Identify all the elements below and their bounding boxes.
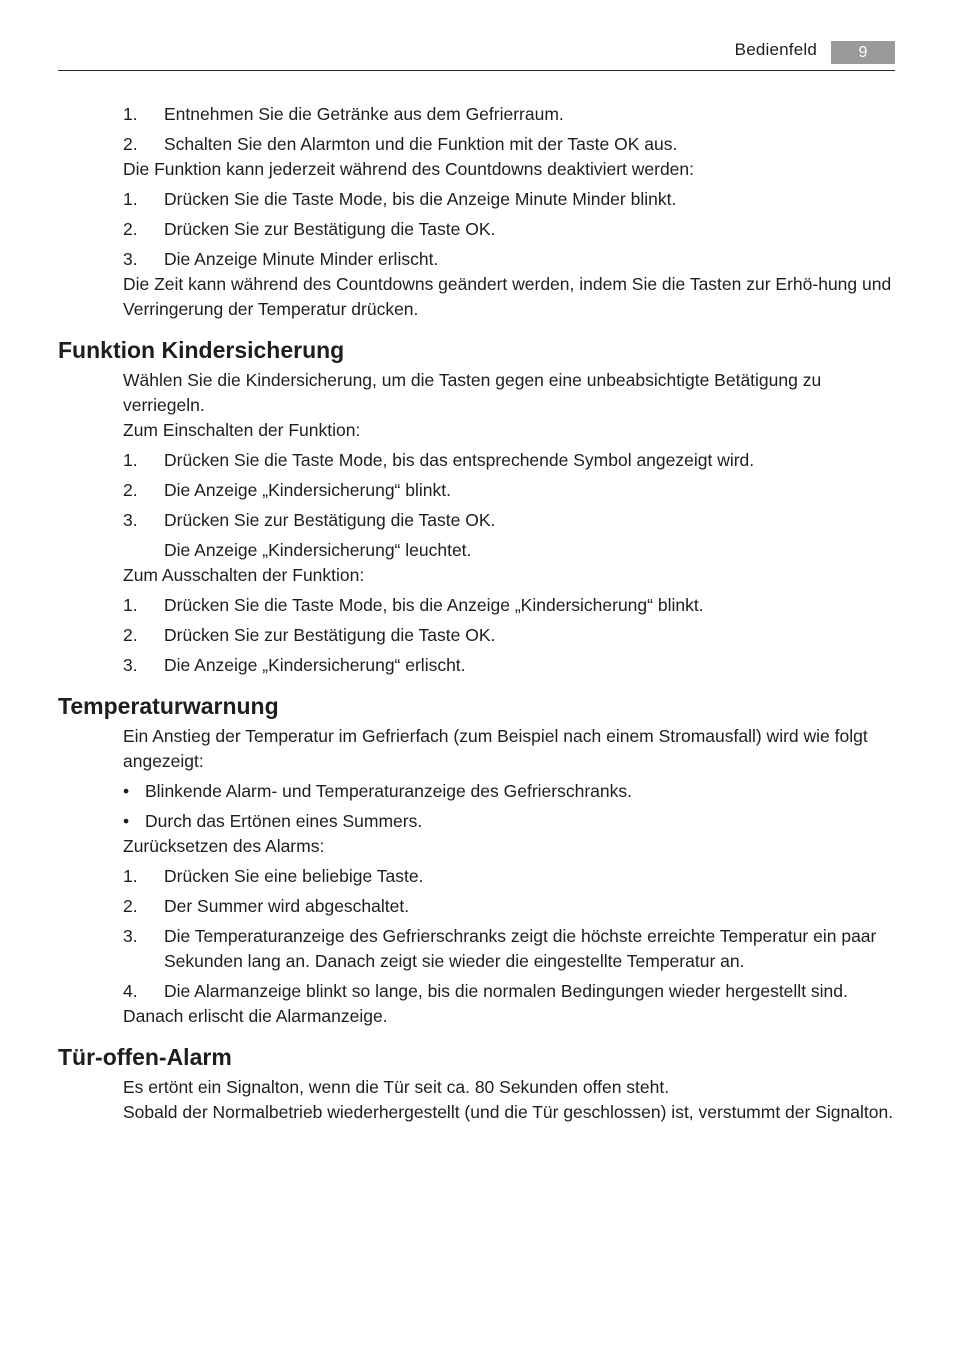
- paragraph: Zum Einschalten der Funktion:: [123, 420, 361, 440]
- list-text: Drücken Sie zur Bestätigung die Taste OK.: [164, 510, 496, 530]
- list-number: 1.: [123, 866, 138, 886]
- list-text: Der Summer wird abgeschaltet.: [164, 896, 410, 916]
- paragraph: Wählen Sie die Kindersicherung, um die Tasten gegen eine unbeabsichtigte Betätigung zu verriegeln.: [123, 370, 822, 415]
- list-text: Drücken Sie zur Bestätigung die Taste OK.: [164, 219, 496, 239]
- list-text: Drücken Sie die Taste Mode, bis das entsprechende Symbol angezeigt wird.: [164, 450, 755, 470]
- paragraph: Die Funktion kann jederzeit während des Countdowns deaktiviert werden:: [123, 159, 695, 179]
- section-heading: Temperaturwarnung: [58, 693, 279, 719]
- list-number: 2.: [123, 219, 138, 239]
- list-text: Drücken Sie zur Bestätigung die Taste OK.: [164, 625, 496, 645]
- list-number: 2.: [123, 134, 138, 154]
- list-item: [123, 979, 894, 1004]
- intro-section: [58, 102, 894, 322]
- list-number: 1.: [123, 595, 138, 615]
- section-heading: Funktion Kindersicherung: [58, 337, 345, 363]
- list-item: [123, 894, 894, 919]
- list-text: Entnehmen Sie die Getränke aus dem Gefrierraum.: [164, 104, 564, 124]
- page-number: 9: [831, 41, 895, 64]
- section-heading: Tür-offen-Alarm: [58, 1044, 232, 1070]
- list-text: Drücken Sie die Taste Mode, bis die Anzeige Minute Minder blinkt.: [164, 189, 677, 209]
- list-item: [123, 132, 894, 157]
- list-text: Die Temperaturanzeige des Gefrierschranks zeigt die höchste erreichte Temperatur ein paar Sekunden lang an. Danach zeigt sie wieder die eingestellte Temperatur an.: [164, 926, 877, 971]
- list-number: 3.: [123, 510, 138, 530]
- list-item: [123, 217, 894, 242]
- paragraph: Sobald der Normalbetrieb wiederhergestellt (und die Tür geschlossen) ist, verstummt der Signalton.: [123, 1102, 894, 1122]
- list-item: [123, 593, 894, 618]
- list-number: 2.: [123, 625, 138, 645]
- paragraph: Die Zeit kann während des Countdowns geändert werden, indem Sie die Tasten zur Erhö-hung und Verringerung der Temperatur drücken.: [123, 274, 892, 319]
- list-number: 1.: [123, 189, 138, 209]
- result-note: Die Anzeige „Kindersicherung“ leuchtet.: [164, 540, 472, 560]
- list-item: [123, 864, 894, 889]
- list-number: 1.: [123, 104, 138, 124]
- bullet-icon: •: [123, 781, 130, 801]
- bullet-item: [123, 779, 894, 804]
- paragraph: Es ertönt ein Signalton, wenn die Tür seit ca. 80 Sekunden offen steht.: [123, 1077, 670, 1097]
- list-text: Die Alarmanzeige blinkt so lange, bis die normalen Bedingungen wieder hergestellt sind.: [164, 981, 848, 1001]
- page-header: [58, 38, 895, 71]
- list-item: [123, 448, 894, 473]
- section-kindersicherung: [58, 335, 894, 678]
- list-text: Drücken Sie eine beliebige Taste.: [164, 866, 424, 886]
- list-number: 3.: [123, 249, 138, 269]
- list-number: 4.: [123, 981, 138, 1001]
- list-item: [123, 924, 894, 974]
- paragraph: Zurücksetzen des Alarms:: [123, 836, 325, 856]
- list-number: 2.: [123, 480, 138, 500]
- list-text: Drücken Sie die Taste Mode, bis die Anzeige „Kindersicherung“ blinkt.: [164, 595, 704, 615]
- bullet-item: [123, 809, 894, 834]
- list-text: Die Anzeige „Kindersicherung“ erlischt.: [164, 655, 466, 675]
- paragraph: Danach erlischt die Alarmanzeige.: [123, 1006, 388, 1026]
- list-item: [123, 478, 894, 503]
- list-item: [123, 247, 894, 272]
- paragraph: Zum Ausschalten der Funktion:: [123, 565, 365, 585]
- page-content: [58, 102, 894, 1125]
- list-item: [123, 187, 894, 212]
- section-temperaturwarnung: [58, 691, 894, 1029]
- paragraph: Ein Anstieg der Temperatur im Gefrierfach (zum Beispiel nach einem Stromausfall) wird wie folgt angezeigt:: [123, 726, 868, 771]
- list-number: 1.: [123, 450, 138, 470]
- list-number: 3.: [123, 655, 138, 675]
- list-text: Die Anzeige „Kindersicherung“ blinkt.: [164, 480, 451, 500]
- section-tuer-offen-alarm: [58, 1042, 894, 1125]
- section-title: Bedienfeld: [734, 40, 817, 59]
- list-item: [123, 508, 894, 533]
- bullet-text: Durch das Ertönen eines Summers.: [145, 811, 423, 831]
- list-number: 2.: [123, 896, 138, 916]
- list-number: 3.: [123, 926, 138, 946]
- bullet-icon: •: [123, 811, 130, 831]
- list-item: [123, 102, 894, 127]
- list-item: [123, 623, 894, 648]
- bullet-text: Blinkende Alarm- und Temperaturanzeige des Gefrierschranks.: [145, 781, 633, 801]
- list-text: Die Anzeige Minute Minder erlischt.: [164, 249, 439, 269]
- list-item: [123, 653, 894, 678]
- list-text: Schalten Sie den Alarmton und die Funktion mit der Taste OK aus.: [164, 134, 678, 154]
